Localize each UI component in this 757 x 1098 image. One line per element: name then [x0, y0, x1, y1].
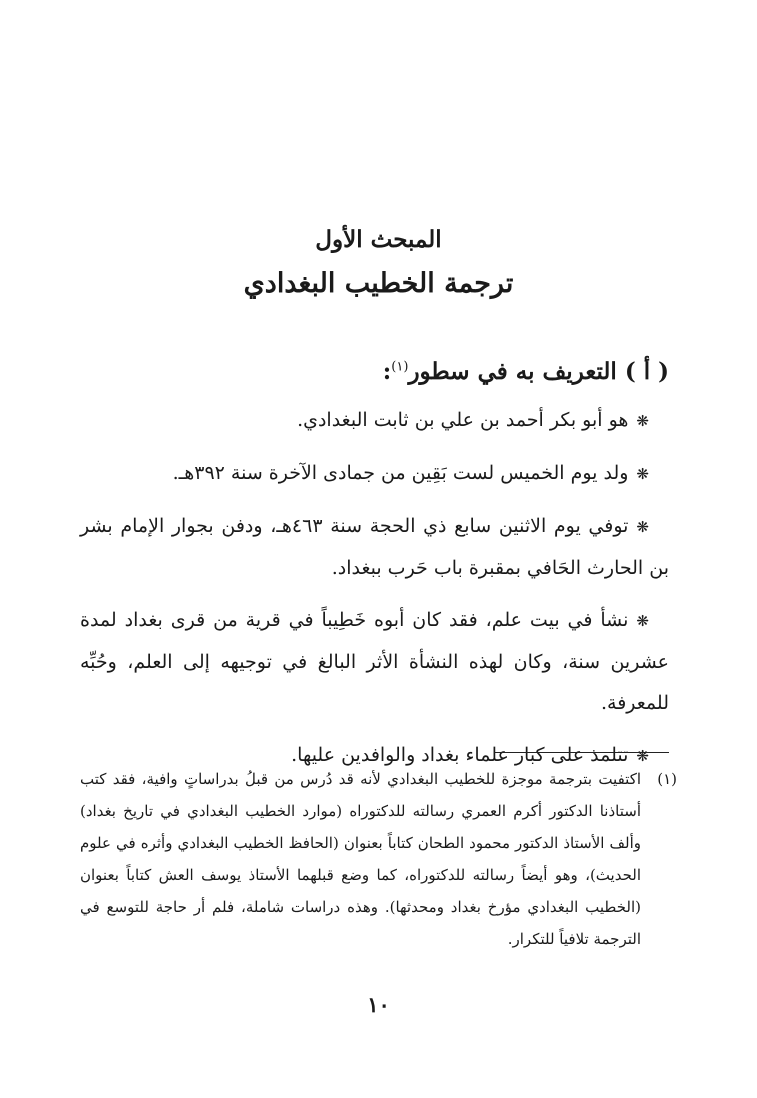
footnotes — [80, 763, 677, 955]
asterism-bullet-icon: ❋ — [636, 465, 649, 483]
paragraph-text: ولد يوم الخميس لست بَقِين من جمادى الآخرة سنة ٣٩٢هـ. — [172, 462, 629, 484]
section-heading-colon: : — [382, 358, 392, 385]
asterism-bullet-icon: ❋ — [636, 518, 649, 536]
footnote-divider — [494, 752, 669, 753]
section-heading — [383, 358, 669, 385]
paragraph-text: تتلمذ على كبار علماء بغداد والوافدين عليها. — [291, 744, 629, 766]
paragraph-text: نشأ في بيت علم، فقد كان أبوه خَطِيباً في قرية من قرى بغداد لمدة عشرين سنة، وكان لهذه النشأة الأثر البالغ في توجيهه إلى العلم، وحُبِّه للمعرفة. — [80, 609, 669, 714]
paragraph — [80, 600, 669, 724]
body-text — [80, 400, 669, 788]
footnote-reference: (١) — [391, 359, 409, 375]
footnote-text: اكتفيت بترجمة موجزة للخطيب البغدادي لأنه قد دُرس من قبلُ بدراساتٍ وافية، فقد كتب أستاذنا الدكتور أكرم العمري رسالته للدكتوراه (موارد الخطيب البغدادي في تاريخ بغداد) وألف الأستاذ الدكتور محمود الطحان كتاباً بعنوان (الحافظ الخطيب البغدادي وأثره في علوم الحديث)، وهو أيضاً رسالته للدكتوراه، كما وضع قبلهما الأستاذ يوسف العش كتاباً بعنوان (الخطيب البغدادي مؤرخ بغداد ومحدثها). وهذه دراسات شاملة، فلم أر حاجة للتوسع في الترجمة تلافياً للتكرار. — [80, 770, 641, 948]
paragraph — [80, 453, 669, 495]
paragraph-text: هو أبو بكر أحمد بن علي بن ثابت البغدادي. — [297, 409, 629, 431]
chapter-title: ترجمة الخطيب البغدادي — [243, 268, 514, 299]
chapter-label: المبحث الأول — [315, 226, 442, 253]
section-heading-text: ( أ ) التعريف به في سطور — [408, 358, 669, 385]
footnote-marker: (١) — [657, 770, 677, 788]
footnote-item — [80, 763, 677, 955]
paragraph — [80, 400, 669, 442]
paragraph-text: توفي يوم الاثنين سابع ذي الحجة سنة ٤٦٣هـ، ودفن بجوار الإمام بشر بن الحارث الحَافي بمقبرة باب حَرب ببغداد. — [80, 515, 669, 579]
asterism-bullet-icon: ❋ — [636, 747, 649, 765]
asterism-bullet-icon: ❋ — [636, 412, 649, 430]
page-number: ١٠ — [367, 992, 390, 1017]
paragraph — [80, 506, 669, 589]
asterism-bullet-icon: ❋ — [636, 612, 649, 630]
